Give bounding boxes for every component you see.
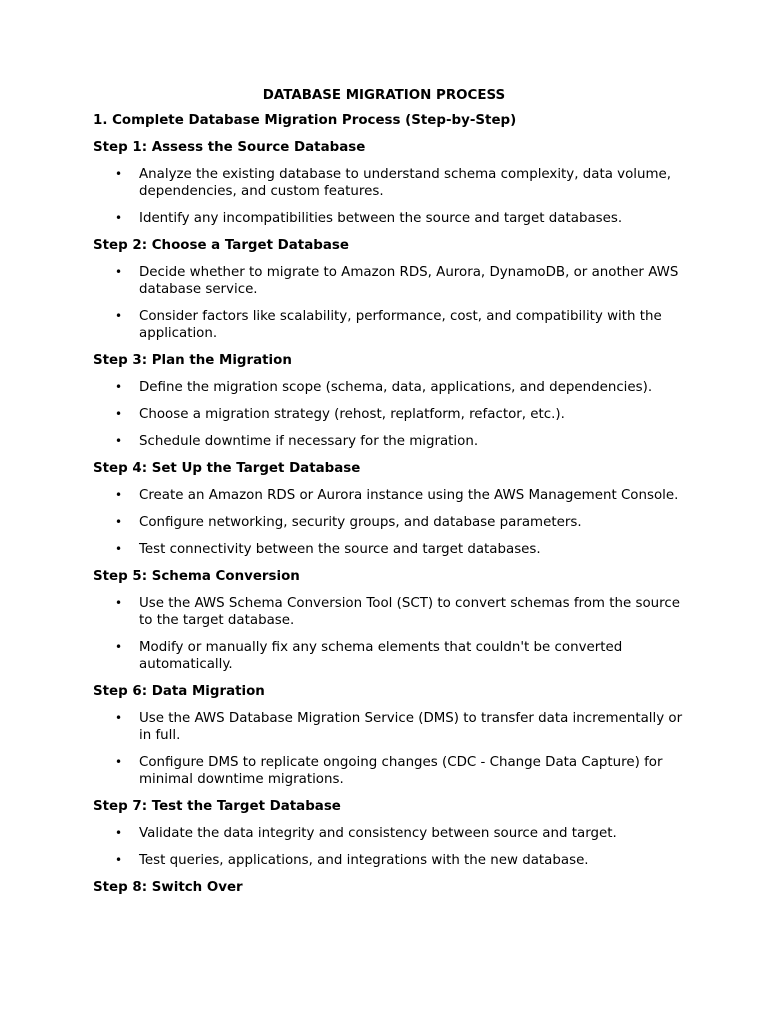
list-item [93, 514, 693, 531]
list-item-text: Consider factors like scalability, performance, cost, and compatibility with the application. [139, 309, 662, 341]
document-body [93, 112, 693, 906]
step-heading: Step 3: Plan the Migration [93, 353, 292, 368]
bullet-list [93, 710, 693, 788]
step-heading: Step 6: Data Migration [93, 684, 265, 699]
list-item-text: Test connectivity between the source and target databases. [139, 542, 541, 557]
list-item [93, 379, 693, 396]
bullet-icon: • [115, 853, 123, 867]
bullet-list [93, 595, 693, 673]
bullet-list [93, 379, 693, 450]
list-item [93, 754, 693, 788]
bullet-icon: • [115, 167, 123, 181]
bullet-icon: • [115, 434, 123, 448]
step-heading: Step 2: Choose a Target Database [93, 238, 349, 253]
step-heading: Step 7: Test the Target Database [93, 799, 341, 814]
bullet-icon: • [115, 407, 123, 421]
bullet-icon: • [115, 640, 123, 654]
bullet-icon: • [115, 488, 123, 502]
list-item-text: Schedule downtime if necessary for the migration. [139, 434, 479, 449]
bullet-list [93, 264, 693, 342]
bullet-icon: • [115, 515, 123, 529]
list-item [93, 825, 693, 842]
list-item-text: Define the migration scope (schema, data, applications, and dependencies). [139, 380, 653, 395]
list-item-text: Configure networking, security groups, and database parameters. [139, 515, 582, 530]
list-item [93, 308, 693, 342]
list-item [93, 852, 693, 869]
list-item-text: Validate the data integrity and consistency between source and target. [139, 826, 617, 841]
list-item [93, 166, 693, 200]
step-heading: Step 1: Assess the Source Database [93, 140, 366, 155]
list-item [93, 264, 693, 298]
steps-list [93, 139, 693, 896]
section-heading: 1. Complete Database Migration Process (Step-by-Step) [93, 113, 517, 128]
bullet-icon: • [115, 211, 123, 225]
list-item [93, 210, 693, 227]
list-item-text: Identify any incompatibilities between the source and target databases. [139, 211, 623, 226]
bullet-icon: • [115, 826, 123, 840]
list-item [93, 639, 693, 673]
step-heading: Step 4: Set Up the Target Database [93, 461, 361, 476]
bullet-list [93, 825, 693, 869]
list-item-text: Create an Amazon RDS or Aurora instance using the AWS Management Console. [139, 488, 679, 503]
bullet-icon: • [115, 711, 123, 725]
list-item-text: Test queries, applications, and integrations with the new database. [139, 853, 589, 868]
list-item [93, 487, 693, 504]
list-item [93, 595, 693, 629]
list-item [93, 433, 693, 450]
list-item-text: Configure DMS to replicate ongoing changes (CDC - Change Data Capture) for minimal downtime migrations. [139, 755, 663, 787]
bullet-icon: • [115, 380, 123, 394]
bullet-list [93, 166, 693, 227]
list-item-text: Choose a migration strategy (rehost, replatform, refactor, etc.). [139, 407, 565, 422]
list-item-text: Modify or manually fix any schema elements that couldn't be converted automatically. [139, 640, 623, 672]
step-heading: Step 8: Switch Over [93, 880, 243, 895]
list-item [93, 710, 693, 744]
list-item [93, 541, 693, 558]
bullet-icon: • [115, 265, 123, 279]
step-heading: Step 5: Schema Conversion [93, 569, 300, 584]
list-item [93, 406, 693, 423]
bullet-icon: • [115, 596, 123, 610]
bullet-icon: • [115, 755, 123, 769]
list-item-text: Decide whether to migrate to Amazon RDS, Aurora, DynamoDB, or another AWS database service. [139, 265, 679, 297]
list-item-text: Analyze the existing database to understand schema complexity, data volume, dependencies, and custom features. [139, 167, 672, 199]
list-item-text: Use the AWS Schema Conversion Tool (SCT) to convert schemas from the source to the target database. [139, 596, 680, 628]
bullet-icon: • [115, 542, 123, 556]
list-item-text: Use the AWS Database Migration Service (DMS) to transfer data incrementally or in full. [139, 711, 683, 743]
bullet-list [93, 487, 693, 558]
document-title: DATABASE MIGRATION PROCESS [262, 88, 506, 103]
bullet-icon: • [115, 309, 123, 323]
